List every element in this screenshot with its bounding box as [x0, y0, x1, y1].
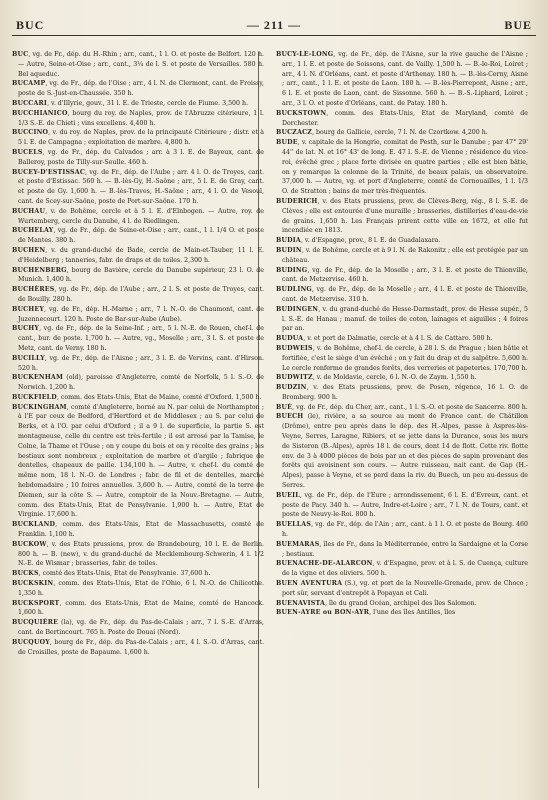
- entry-text: , v. d'Espagne, prov., 8 l. E. de Guadalaxara.: [300, 237, 441, 245]
- dictionary-entry: [276, 373, 528, 383]
- header-right-guide-word: BUE: [504, 18, 532, 32]
- entry-headword: BUCHENBERG: [12, 266, 67, 274]
- entry-text: , comté d'Angleterre, borné au N. par celui de Northampton ; à l'E par ceux de Bedford, d'Hertford et de Middlesex ; au S. par celui de Berks, et à l'O. par celui d'Oxford ; il a 9 l. de superficie, la partie S. est montagneuse, celle du centre est très-fertile ; il est arrosé par la Tamise, le Colne, la Thame et l'Ouse ; on y coupe du bois et on y récolte des grains ; les bestiaux sont nombreux ; exploitation de marbre et d'argile ; fabrique de dentelles, chapeaux de paille. 134,100 h. — Autre, v. chef-l. du comté de même nom, 18 l. N.-O. de Londres ; fabr. de fil et de dentelles, marché hebdomadaire ; 10 foires annuelles. 3,600 h. — Autre, comté de la terre de Diemen, sur la côte S. — Autre, comptoir de la Nouv.-Bretagne. — Autre, comm. des Etats-Unis, Etat de Pensylvanie. 1,900 h. — Autre, Etat de Virginie. 17,600 h.: [18, 403, 264, 519]
- entry-text: , v. de Bohême, chef-l. de cercle, à 28 l. S. de Prague ; bien bâtie et fortifiée, c'est le siège d'un évêché ; on y fait du drap et du salpêtre. 5,600 h. Le cercle renferme de grandes forêts, des verreries et papeteries. 170,700 h.: [282, 344, 528, 372]
- dictionary-entry: [12, 99, 264, 109]
- entry-headword: BUCCINO: [12, 129, 49, 137]
- entry-text: , v. et port de Dalmatie, cercle et à 4 l. S. de Cattaro. 500 h.: [303, 335, 493, 343]
- dictionary-entry: [276, 344, 528, 373]
- entry-headword: BUCHAU: [12, 207, 46, 215]
- entry-headword: BUCHEY: [12, 305, 45, 313]
- entry-text: , v. de Bohême, cercle et à 5 l. E. d'Elnbogen. — Autre, roy. de Wurtemberg, cercle du Danube, 4 l. de Riedlingen.: [18, 207, 264, 225]
- dictionary-entry: [276, 579, 528, 599]
- dictionary-entry: [276, 520, 528, 540]
- entry-headword: BUCKSTOWN: [276, 109, 327, 117]
- entry-headword: BUCKOW: [12, 540, 47, 548]
- entry-text: , île du grand Océan, archipel des îles Salomon.: [325, 599, 477, 607]
- entry-text: , comm. des Etats-Unis, Etat de l'Ohio, 6 l. N.-O. de Chilicothe. 1,350 h.: [18, 580, 264, 597]
- dictionary-entry: [12, 569, 264, 579]
- dictionary-entry: [12, 246, 264, 266]
- entry-headword: BUCKINGHAM: [12, 403, 67, 411]
- entry-text: , bourg du roy. de Naples, prov. de l'Abruzze citérieure, 1 l. 1/3 S.-E. de Chieti ; vins excellens. 4,400 h.: [18, 109, 264, 127]
- entry-headword: BUCHELAY: [12, 227, 54, 235]
- entry-text: , vg. de Fr., dép. du Calvados ; arr. à 3 l. E. de Bayeux, cant. de Balleroy, poste de Tilly-sur-Seulle. 460 h.: [18, 148, 264, 166]
- entry-headword: BUCHEN: [12, 246, 46, 254]
- dictionary-entry: [12, 393, 264, 403]
- entry-text: , v. d'Espagne, prov. et à l. S. de Cuença, culture de la vigne et des oliviers. 500 h.: [282, 560, 528, 578]
- dictionary-entry: [12, 266, 264, 286]
- entry-text: , v. des Etats prussiens, prov. de Brandebourg, 10 l. E. de Berlin. 800 h. — B. (new), v. du grand-duché de Mecklembourg-Schwerin, 4 l. 1/2 N.-E. de Wismar ; brasseries, fabr. de toiles.: [18, 540, 264, 568]
- entry-headword: BUECH: [276, 413, 304, 421]
- entry-headword: BUCKENHAM: [12, 374, 64, 382]
- entry-text: , v. de Bohême, cercle et à 9 l. N. de Rakonitz ; elle est protégée par un château.: [282, 246, 528, 264]
- dictionary-entry: [12, 579, 264, 599]
- dictionary-entry: [12, 50, 264, 79]
- dictionary-entry: [12, 520, 264, 540]
- dictionary-entry: [276, 383, 528, 403]
- entry-headword: BUCHÈRES: [12, 286, 55, 294]
- entry-text: , vg. de Fr., dép. de l'Aisne ; arr., 3 l. E. de Vervins, cant. d'Hirson. 520 h.: [18, 354, 264, 372]
- entry-headword: BUDUA: [276, 335, 304, 343]
- entry-headword: BUEIL: [276, 491, 300, 499]
- entry-headword: BUDZIN: [276, 384, 307, 392]
- entry-text: , vg. de Fr., dép. H.-Marne ; arr., 7 l. N.-O. de Chaumont, cant. de Juzennecourt. 120 h. Poste de Bar-sur-Aube (Aube).: [18, 305, 264, 323]
- dictionary-entry: [276, 50, 528, 109]
- entry-headword: BUCELS: [12, 148, 43, 156]
- entry-headword: BUENAVISTA: [276, 599, 326, 607]
- entry-headword: BUDIA: [276, 237, 301, 245]
- entry-headword: BUENACHE-DE-ALARCON: [276, 560, 373, 568]
- dictionary-entry: [12, 354, 264, 374]
- dictionary-entry: [12, 403, 264, 521]
- entry-text: , comm. des Etats-Unis, Etat de Maryland, comté de Dorchester.: [282, 109, 528, 127]
- entry-text: , comm. des Etats-Unis, Etat de Massachusetts, comté de Franklin. 1,100 h.: [18, 521, 264, 539]
- dictionary-entry: [12, 373, 264, 393]
- dictionary-entry: [12, 79, 264, 99]
- dictionary-entry: [276, 305, 528, 334]
- entry-headword: BUCQUIÈRE: [12, 619, 59, 627]
- entry-text: , comm. des Etats-Unis, Etat de Maine, comté d'Oxford. 1,500 h.: [56, 393, 262, 401]
- entry-text: (la), vg. de Fr., dép. du Pas-de-Calais ; arr., 7 l. S.-E. d'Arras, cant. de Bertincourt. 765 h. Poste de Douai (Nord).: [18, 619, 264, 637]
- entry-text: , comté des Etats-Unis, Etat de Pensylvanie. 37,600 h.: [38, 570, 211, 578]
- entry-headword: BUDE: [276, 139, 298, 147]
- dictionary-entry: [276, 334, 528, 344]
- entry-headword: BUCQUOY: [12, 638, 50, 646]
- entry-text: , v. du grand-duché de Bade, cercle de Main-et-Tauber, 11 l. E. d'Heidelberg ; tanneries, fabr. de draps et de toiles. 2,300 h.: [18, 246, 264, 264]
- entry-headword: BUCZACZ: [276, 129, 313, 137]
- entry-headword: BUDERICH: [276, 197, 318, 205]
- dictionary-entry: [12, 148, 264, 168]
- entry-text: , vg. de Fr., dép. de la Moselle ; arr., 3 l. E. et poste de Thionville, cant. de Metzervise. 460 h.: [282, 266, 528, 284]
- header-left-guide-word: BUC: [16, 18, 45, 32]
- dictionary-entry: [12, 638, 264, 658]
- dictionary-entry: [12, 109, 264, 129]
- entry-headword: BUCAMP: [12, 80, 46, 88]
- entry-text: , îles de Fr., dans la Méditerranée, entre la Sardaigne et la Corse ; bestiaux.: [282, 540, 528, 558]
- dictionary-entry: [276, 266, 528, 286]
- entry-headword: BUEMARAS: [276, 540, 320, 548]
- entry-text: , vg. de Fr., dép. de la Seine-Inf. ; arr., 5 l. N.-E. de Rouen, chef-l. de cant., bur. de poste. 1,700 h. — Autre, vg., Moselle ; arr., 3 l. S. et poste de Metz, cant. de Verny. 180 h.: [18, 325, 264, 352]
- entry-headword: BUÉ: [276, 403, 293, 411]
- entry-text: , v. de Moldavie, cercle, 6 l. N.-O. de Zaym. 1,550 h.: [312, 374, 477, 382]
- dictionary-entry: [276, 246, 528, 266]
- dictionary-entry: [12, 168, 264, 207]
- dictionary-entry: [12, 226, 264, 246]
- left-column: [12, 50, 264, 790]
- entry-text: , l'une des îles Antilles, îles: [369, 609, 456, 617]
- entry-text: , vg. de Fr., dép. du H.-Rhin ; arr., cant., 1 l. O. et poste de Belfort. 120 h. — Autre, Seine-et-Oise ; arr., cant., 3¼ de l. S. et poste de Versailles. 580 h. Bel aqueduc.: [18, 51, 264, 78]
- entry-text: , v. des Etats prussiens, prov. de Clèves-Berg, rég., 8 l. S.-E. de Clèves ; elle est entourée d'une muraille ; brasseries, distilleries d'eau-de-vie de grains. 1,650 h. Les Français prirent cette ville en 1672, et elle fut incendiée en 1813.: [282, 197, 528, 235]
- entry-headword: BUDING: [276, 266, 308, 274]
- entry-text: , vg. de Fr., dép. de la Moselle ; arr., 4 l. E. et poste de Thionville, cant. de Metzervise. 310 h.: [282, 286, 528, 303]
- columns: [12, 50, 538, 790]
- entry-text: , bourg de Gallicie, cercle, 7 l. N. de Czortkow. 4,200 h.: [312, 129, 488, 137]
- entry-headword: BUEN-AYRE ou BON-AYR: [276, 609, 370, 617]
- dictionary-entry: [276, 403, 528, 413]
- dictionary-entry: [12, 305, 264, 325]
- dictionary-entry: [276, 128, 528, 138]
- entry-text: , vg. de Fr., dép. de l'Oise ; arr., 4 l. N. de Clermont, cant. de Froissy, poste de S.-Just-en-Chaussée. 350 h.: [18, 80, 264, 98]
- dictionary-entry: [276, 412, 528, 490]
- entry-headword: BUCCARI: [12, 99, 48, 107]
- entry-text: , vg. de Fr., dép. de l'Aube ; arr., 2 l. S. et poste de Troyes, cant. de Bouilly. 280 h.: [18, 286, 264, 303]
- entry-headword: BUCEY-D'ESTISSAC: [12, 168, 85, 176]
- entry-headword: BUCKFIELD: [12, 393, 57, 401]
- entry-text: , v. du roy. de Naples, prov. de la principauté Citérieure ; distr. et à 5 l. E. de Campagna ; exploitation de marbre. 4,800 h.: [18, 129, 264, 147]
- entry-text: , vg. de Fr., dép. de l'Ain ; arr., cant. à 1 l. O. et poste de Bourg. 460 h.: [282, 521, 528, 539]
- dictionary-entry: [276, 197, 528, 236]
- entry-headword: BUC: [12, 51, 29, 58]
- dictionary-entry: [276, 599, 528, 609]
- entry-text: , vg. de Fr., dép. du Cher, arr., cant., 1 l. S.-O. et poste de Sancerre. 800 h.: [292, 403, 528, 411]
- dictionary-entry: [276, 236, 528, 246]
- dictionary-entry: [12, 540, 264, 569]
- entry-text: , vg. de Fr., dép. de Seine-et-Oise ; arr., cant., 1 l. 1/4 O. et poste de Mantes. 380 h.: [18, 227, 264, 245]
- entry-headword: BUCHY: [12, 325, 40, 333]
- entry-text: , v. des Etats prussiens, prov. de Posen, régence, 16 l. O. de Bromberg. 900 h.: [282, 384, 528, 401]
- entry-headword: BUCKLAND: [12, 521, 56, 529]
- dictionary-entry: [276, 559, 528, 579]
- entry-text: , vg. de Fr., dép. de l'Aube ; arr. 4 l. O. de Troyes, cant. et poste d'Estissac. 560 h. — B.-lès-Gy, H.-Saône ; arr., 5 l. E. de Gray, cant. et poste de Gy. 1,600 h. — B.-lès-Traves, H.-Saône ; arr., 4 l. O. de Vesoul, cant. de Scey-sur-Saône, poste de Port-sur-Saône. 170 h.: [18, 168, 264, 205]
- entry-headword: BUCKSPORT: [12, 599, 60, 607]
- entry-headword: BUCCHIANICO: [12, 109, 68, 117]
- entry-text: , vg. de Fr., dép. de l'Aisne, sur la rive gauche de l'Aisne ; arr., 1 l. E. et poste de Soissons, cant. de Vailly. 1,500 h. — B.-le-Roi, Loiret ; arr., 4 l. N. d'Orléans, cant. et poste d'Arthenay. 180 h. — B.-lès-Cerny, Aisne ; arr., cant., 1 l. E. et poste de Laon. 180 h. — B.-lès-Pierrepont, Aisne ; arr., 6 l. E. et poste de Laon, cant. de Sissonne. 560 h. — B.-S.-Liphard, Loiret ; arr., 3 l. O. et poste d'Orléans, cant. de Patay. 180 h.: [282, 51, 528, 107]
- dictionary-entry: [276, 109, 528, 129]
- right-column: [276, 50, 528, 790]
- dictionary-entry: [12, 285, 264, 305]
- dictionary-entry: [276, 285, 528, 305]
- entry-headword: BUCKSKIN: [12, 580, 54, 588]
- entry-headword: BUDLING: [276, 286, 312, 294]
- dictionary-entry: [12, 128, 264, 148]
- entry-headword: BUDWITZ: [276, 374, 313, 382]
- dictionary-entry: [276, 491, 528, 520]
- entry-text: , bourg de Bavière, cercle du Danube supérieur, 23 l. O. de Munich. 1,400 h.: [18, 266, 264, 284]
- entry-headword: BUDWEIS: [276, 344, 313, 352]
- entry-headword: BUCY-LE-LONG: [276, 51, 334, 58]
- page-number: — 211 —: [246, 18, 302, 32]
- entry-text: (S.), vg. et port de la Nouvelle-Grenade, prov. de Choco ; port sûr, servant d'entrepôt à Popayan et Cali.: [282, 580, 528, 597]
- dictionary-entry: [12, 599, 264, 619]
- entry-headword: BUCKS: [12, 570, 39, 578]
- header-rule: [12, 35, 536, 36]
- entry-headword: BUDIN: [276, 246, 302, 254]
- entry-headword: BUDINGEN: [276, 305, 319, 313]
- entry-headword: BUEN AVENTURA: [276, 580, 343, 588]
- dictionary-entry: [276, 540, 528, 560]
- dictionary-entry: [276, 608, 528, 618]
- entry-headword: BUELLAS: [276, 521, 312, 529]
- entry-text: , comm. des Etats-Unis, Etat de Maine, comté de Hancock. 1,600 h.: [18, 599, 264, 617]
- entry-text: , vg. de Fr., dép. de l'Eure ; arrondissement, 6 l. E. d'Evreux, cant. et poste de Pacy. 340 h. — Autre, Indre-et-Loire ; arr., 7 l. N. de Tours, cant. et poste de Neuvy-le-Roi. 800 h.: [282, 491, 528, 519]
- entry-text: (le), rivière, a sa source au mont de France cant. de Châtillon (Drôme), entre peu après dans le dép. des H.-Alpes, passe à Aspres-lès-Veyne, Serres, Laragne, Ribiers, et se jette dans la Durance, sous les murs de Sisteron (B.-Alpes), après 18 l. de cours, dont 14 de flott. Cette riv. flotte env. de 3 à 4000 pièces de bois par an et des pièces de sapin provenant des forêts qui avoisinent son cours. — Autre ruisseau, nait cant. de Gap (H.-Alpes), passe à Veyne, et se perd dans la riv. du Buech, un peu au-dessus de Serres.: [282, 413, 528, 490]
- dictionary-entry: [12, 324, 264, 353]
- dictionary-entry: [276, 138, 528, 197]
- entry-text: (old), paroisse d'Angleterre, comté de Norfolk, 5 l. S.-O. de Norwich. 1,200 h.: [18, 374, 264, 392]
- entry-headword: BUCILLY: [12, 354, 45, 362]
- entry-text: , bourg de Fr., dép. du Pas-de-Calais ; arr., 4 l. S.-O. d'Arras, cant. de Croisilles, poste de Bapaume. 1,600 h.: [18, 638, 264, 656]
- entry-text: , v. capitale de la Hongrie, comitat de Pesth, sur le Danube ; par 47° 29' 44'' de lat. N. et 16° 43' de long. E. 47 l. S.-E. de Vienne ; résidence du vice-roi, évêché grec ; place forte divisée en quatre parties ; elle est bien bâtie, on y remarque la colonne de la Trinité, de beaux palais, un observatoire. 37,000 h. — Autre, vg. et port d'Angleterre, comté de Cornouailles, 1 l. 1/3 O. de Stratton ; bains de mer très-fréquentés.: [282, 139, 528, 196]
- running-header: [10, 18, 538, 34]
- entry-text: , v. d'Illyrie, gouv., 31 l. E. de Trieste, cercle de Fiume. 3,500 h.: [47, 99, 248, 107]
- dictionary-entry: [12, 207, 264, 227]
- entry-text: , v. du grand-duché de Hesse-Darmstadt, prov. de Hesse supér., 5 l. S.-E. de Hanau ; manuf. de toiles de coton, lainages et aiguilles ; 4 foires par an.: [282, 305, 528, 333]
- dictionary-entry: [12, 618, 264, 638]
